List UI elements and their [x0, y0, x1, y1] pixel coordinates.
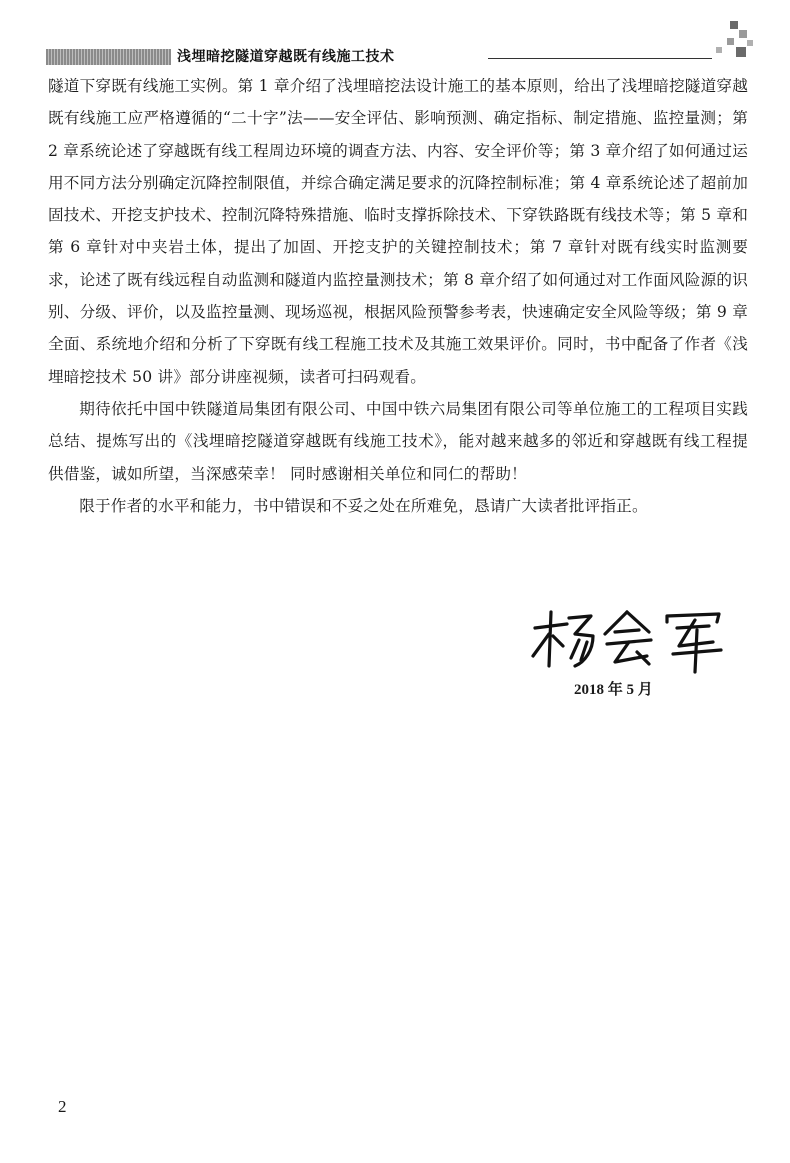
header-rule: [488, 58, 712, 59]
preface-body: [48, 70, 748, 522]
paragraph-2: 期待依托中国中铁隧道局集团有限公司、中国中铁六局集团有限公司等单位施工的工程项目实践总结、提炼写出的《浅埋暗挖隧道穿越既有线施工技术》，能对越来越多的邻近和穿越既有线工程提供借鉴，诚如所望，当深感荣幸！ 同时感谢相关单位和同仁的帮助！: [48, 399, 748, 483]
handwritten-signature: [527, 606, 727, 676]
author-signature: [527, 606, 727, 676]
running-header: [46, 47, 754, 69]
header-decorative-bar: [46, 49, 171, 65]
signature-date: 2018 年 5 月: [574, 682, 653, 698]
paragraph-1: 隧道下穿既有线施工实例。第 1 章介绍了浅埋暗挖法设计施工的基本原则，给出了浅埋暗挖隧道穿越既有线施工应严格遵循的“二十字”法——安全评估、影响预测、确定指标、制定措施、监控量测；第 2 章系统论述了穿越既有线工程周边环境的调查方法、内容、安全评价等；第 3 章介绍了如何通过运用不同方法分别确定沉降控制限值，并综合确定满足要求的沉降控制标准；第 4 章系统论述了超前加固技术、开挖支护技术、控制沉降特殊措施、临时支撑拆除技术、下穿铁路既有线技术等；第 5 章和第 6 章针对中夹岩土体，提出了加固、开挖支护的关键控制技术；第 7 章针对既有线实时监测要求，论述了既有线远程自动监测和隧道内监控量测技术；第 8 章介绍了如何通过对工作面风险源的识别、分级、评价，以及监控量测、现场巡视，根据风险预警参考表，快速确定安全风险等级；第 9 章全面、系统地介绍和分析了下穿既有线工程施工技术及其施工效果评价。同时，书中配备了作者《浅埋暗挖技术 50 讲》部分讲座视频，读者可扫码观看。: [48, 77, 748, 386]
paragraph-3: 限于作者的水平和能力，书中错误和不妥之处在所难免，恳请广大读者批评指正。: [79, 496, 648, 515]
page-number: 2: [58, 1097, 67, 1116]
header-title: 浅埋暗挖隧道穿越既有线施工技术: [177, 49, 395, 65]
